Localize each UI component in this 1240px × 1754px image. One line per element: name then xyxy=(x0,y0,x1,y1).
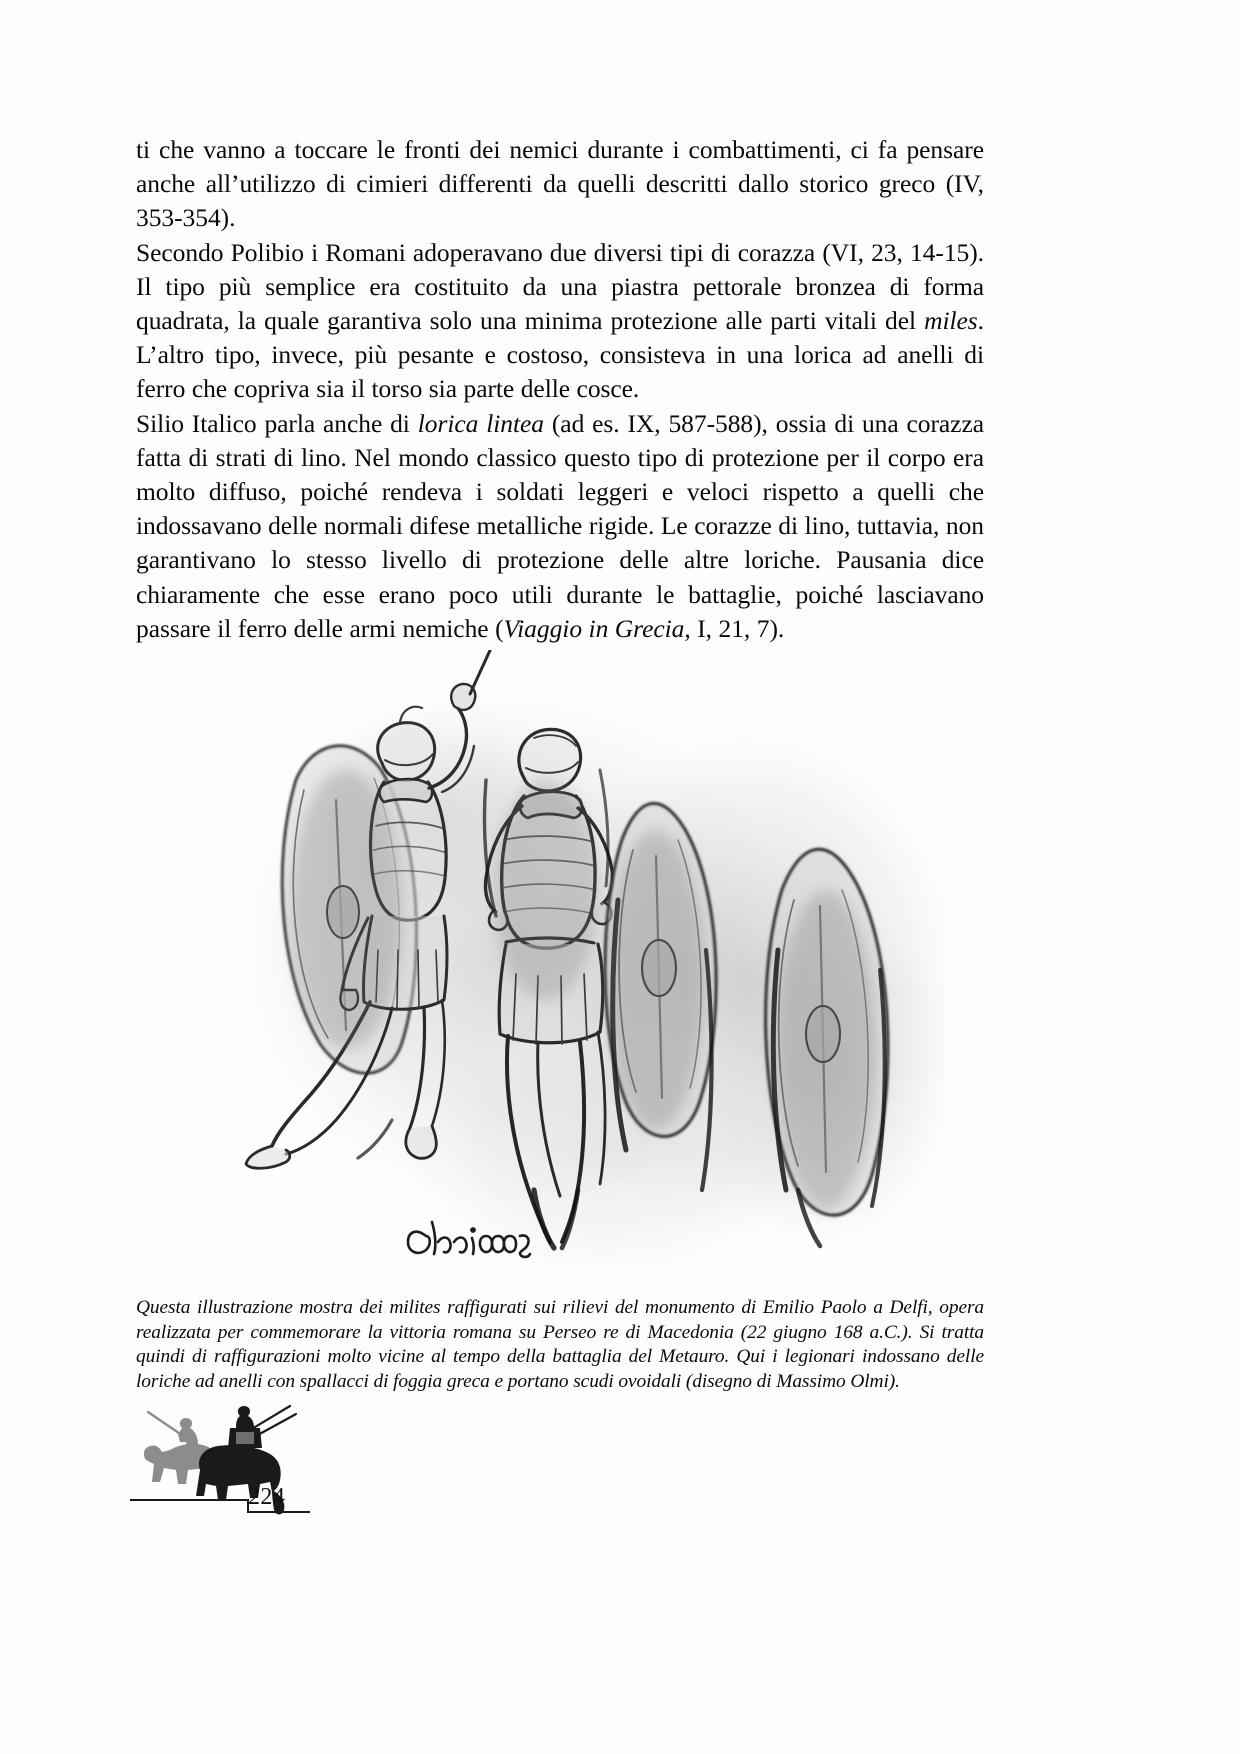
paragraph-3-run-3: (ad es. IX, 587-588), ossia di una corazza fatta di strati di lino. Nel mondo classico questo tipo di protezione per il corpo era molto diffuso, poiché rendeva i soldati leggeri e veloci rispetto a quelli che indossavano delle normali difese metalliche rigide. Le corazze di lino, tuttavia, non garantivano lo stesso livello di protezione delle altre loriche. Pausania dice chiaramente che esse erano poco utili durante le battaglie, poiché lasciavano passare il ferro delle armi nemiche ( xyxy=(136,408,984,643)
figure-illustration xyxy=(186,650,946,1290)
paragraph-2-run-3: . L’altro tipo, invece, più pesante e costoso, consisteva in una lorica ad anelli di ferro che copriva sia il torso sia parte delle cosce. xyxy=(136,306,984,404)
paragraph-3-run-1: Silio Italico parla anche di xyxy=(136,408,418,438)
page-footer xyxy=(130,1398,430,1518)
figure-caption-text: Questa illustrazione mostra dei milites raffigurati sui rilievi del monumento di Emilio Paolo a Delfi, opera realizzata per commemorare la vittoria romana su Perseo re di Macedonia (22 giugno 168 a.C.). Si tratta quindi di raffigurazioni molto vicine al tempo della battaglia del Metauro. Qui i legionari indossano delle loriche ad anelli con spallacci di foggia greca e portano scudi ovoidali (disegno di Massimo Olmi). xyxy=(136,1297,984,1392)
paragraph-1-run-1: ti che vanno a toccare le fronti dei nemici durante i combattimenti, ci fa pensare anche all’utilizzo di cimieri differenti da quelli descritti dallo storico greco (IV, 353-354). xyxy=(136,135,984,233)
body-text-block xyxy=(136,133,984,646)
paragraph-3-title-viaggio-in-grecia: Viaggio in Grecia xyxy=(503,613,685,643)
paragraph-2 xyxy=(136,236,984,407)
paragraph-1 xyxy=(136,133,984,236)
paragraph-3-term-lorica-lintea: lorica lintea xyxy=(417,408,544,438)
paragraph-3-run-5: , I, 21, 7). xyxy=(684,613,785,643)
paragraph-2-term-miles: miles xyxy=(924,306,978,336)
paragraph-2-run-1: Secondo Polibio i Romani adoperavano due diversi tipi di corazza (VI, 23, 14-15). Il tipo più semplice era costituito da una piastra pettorale bronzea di forma quadrata, la quale garantiva solo una minima protezione alle parti vitali del xyxy=(136,237,984,336)
figure-caption xyxy=(136,1296,984,1394)
page-number: 224 xyxy=(248,1484,286,1510)
paragraph-3 xyxy=(136,407,984,646)
